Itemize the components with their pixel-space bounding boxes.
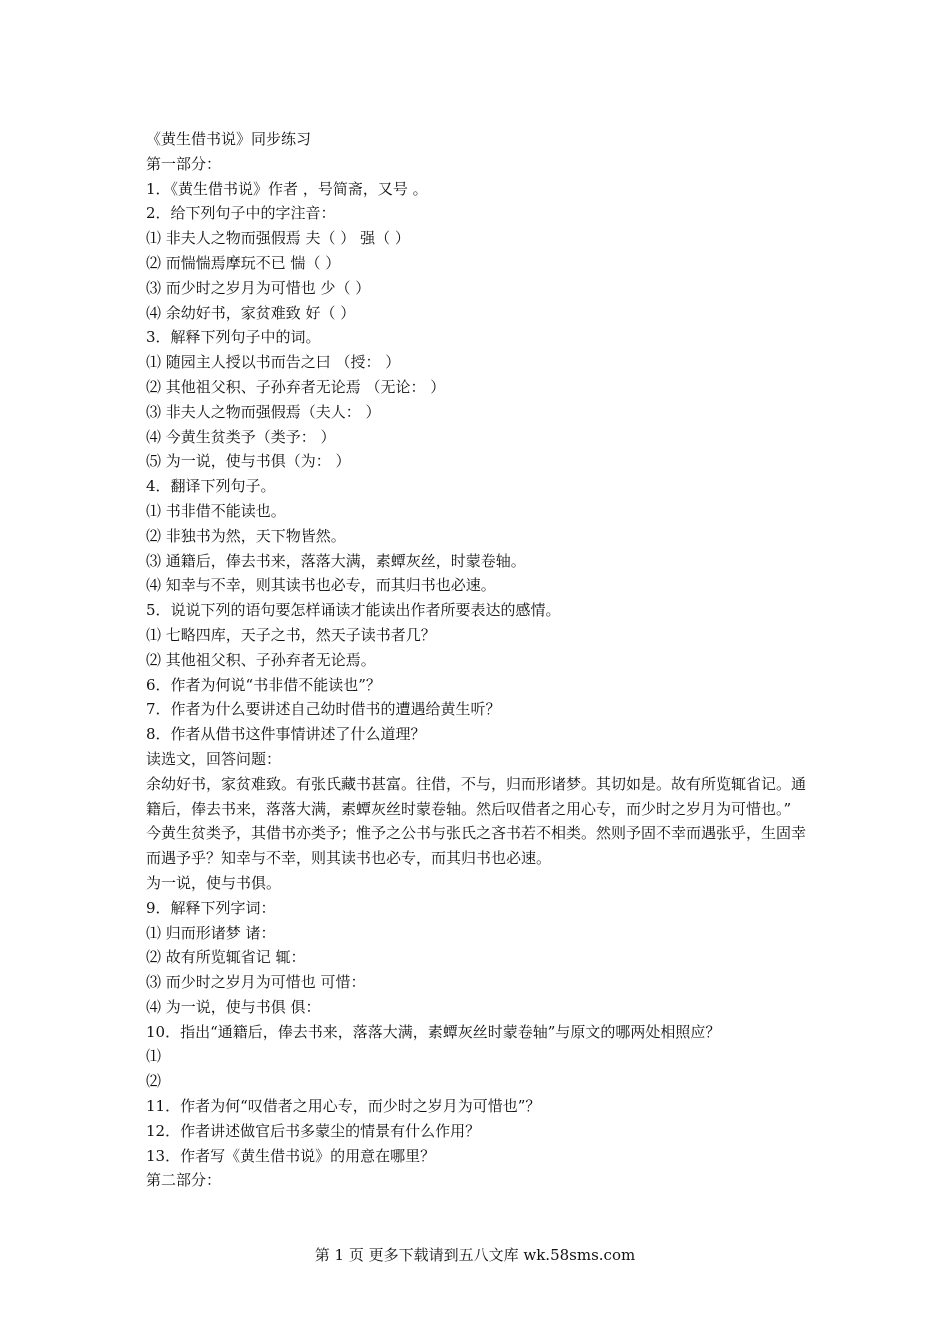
sub-item: ⑴ 七略四库，天子之书，然天子读书者几？ (146, 625, 436, 644)
sub-item: ⑴ 非夫人之物而强假焉 夫（ ） 强（ ） (146, 229, 410, 248)
question: 8．作者从借书这件事情讲述了什么道理？ (146, 725, 426, 744)
sub-item: ⑵ 其他祖父积、子孙弃者无论焉。 (146, 650, 376, 669)
question: 4．翻译下列句子。 (146, 477, 276, 496)
sub-item: ⑷ 知幸与不幸，则其读书也必专，而其归书也必速。 (146, 576, 496, 595)
question: 9．解释下列字词： (146, 898, 276, 917)
sub-item: ⑸ 为一说，使与书俱（为： ） (146, 452, 351, 471)
sub-item: ⑶ 而少时之岁月为可惜也 可惜： (146, 973, 366, 992)
doc-title: 《黄生借书说》同步练习 (146, 130, 312, 148)
question: 5．说说下列的语句要怎样诵读才能读出作者所要表达的感情。 (146, 601, 561, 620)
sub-item: ⑵ 而惴惴焉摩玩不已 惴（ ） (146, 253, 341, 272)
sub-item: ⑵ 其他祖父积、子孙弃者无论焉 （无论： ） (146, 377, 446, 396)
passage-paragraph: 余幼好书，家贫难致。有张氏藏书甚富。往借，不与，归而形诸梦。其切如是。故有所览辄省记。通籍后，俸去书来，落落大满，素蟫灰丝时蒙卷轴。然后叹借者之用心专，而少时之岁月为可惜也。” (146, 774, 807, 818)
question: 1．《黄生借书说》作者 ，号简斋，又号 。 (146, 179, 428, 198)
sub-item: ⑶ 通籍后，俸去书来，落落大满，素蟫灰丝，时蒙卷轴。 (146, 551, 526, 570)
section-heading: 第一部分： (146, 154, 222, 173)
sub-item: ⑷ 余幼好书，家贫难致 好（ ） (146, 303, 356, 322)
sub-item: ⑷ 今黄生贫类予（类予： ） (146, 427, 336, 446)
question: 12．作者讲述做官后书多蒙尘的情景有什么作用？ (146, 1121, 481, 1140)
passage-paragraph: 今黄生贫类予，其借书亦类予；惟予之公书与张氏之吝书若不相类。然则予固不幸而遇张乎，生固幸而遇予乎？知幸与不幸，则其读书也必专，而其归书也必速。 (146, 824, 807, 868)
document-body (146, 127, 816, 1193)
passage-paragraph: 为一说，使与书俱。 (146, 873, 282, 892)
sub-item: ⑵ 故有所览辄省记 辄： (146, 948, 306, 967)
sub-item: ⑴ 随园主人授以书而告之曰 （授： ） (146, 353, 401, 372)
sub-item: ⑴ 归而形诸梦 诸： (146, 923, 276, 942)
sub-item: ⑶ 非夫人之物而强假焉（夫人： ） (146, 402, 381, 421)
section-heading: 第二部分： (146, 1171, 222, 1190)
page-footer: 第 1 页 更多下载请到五八文库 wk.58sms.com (314, 1246, 636, 1264)
question: 3．解释下列句子中的词。 (146, 328, 321, 347)
sub-item: ⑴ (146, 1047, 162, 1066)
sub-item: ⑵ 非独书为然，天下物皆然。 (146, 526, 346, 545)
sub-item: ⑷ 为一说，使与书俱 俱： (146, 997, 321, 1016)
question: 11．作者为何“叹借者之用心专，而少时之岁月为可惜也”？ (146, 1097, 541, 1116)
sub-item: ⑴ 书非借不能读也。 (146, 501, 286, 520)
question: 10．指出“通籍后，俸去书来，落落大满，素蟫灰丝时蒙卷轴”与原文的哪两处相照应？ (146, 1022, 721, 1041)
question: 2．给下列句子中的字注音： (146, 204, 336, 223)
question: 6．作者为何说“书非借不能读也”？ (146, 675, 381, 694)
sub-item: ⑵ (146, 1072, 162, 1091)
sub-item: ⑶ 而少时之岁月为可惜也 少（ ） (146, 278, 371, 297)
question: 7．作者为什么要讲述自己幼时借书的遭遇给黄生听？ (146, 700, 501, 719)
question: 13．作者写《黄生借书说》的用意在哪里？ (146, 1146, 436, 1165)
reading-instruction: 读选文，回答问题： (146, 749, 282, 768)
